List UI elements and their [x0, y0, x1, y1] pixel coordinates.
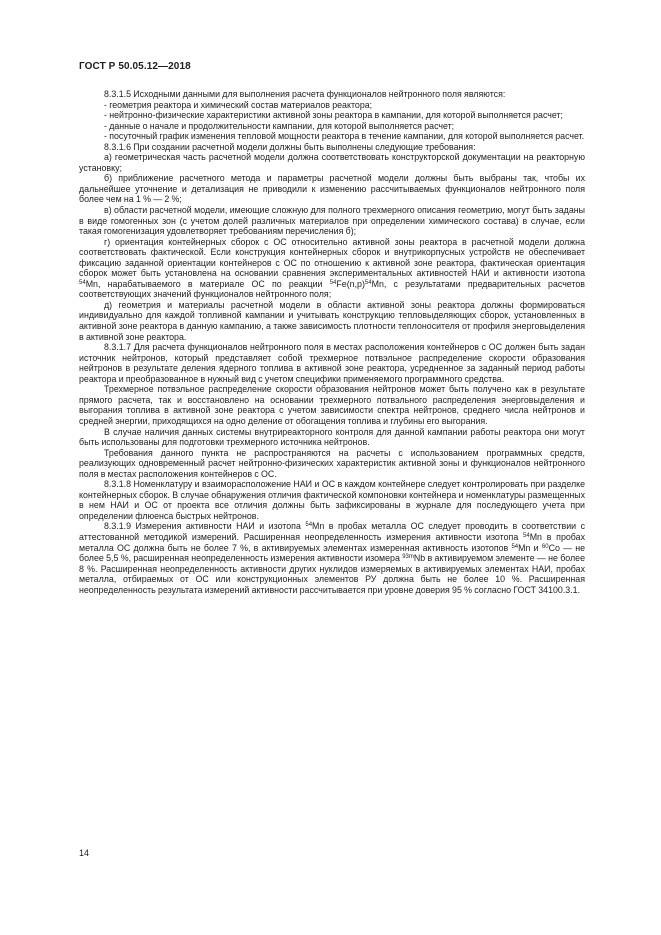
page-number: 14 [79, 848, 90, 858]
paragraph: 8.3.1.9 Измерения активности НАИ и изотопа $^{54}$Mn в пробах металла ОС следует проводить в соответствии с аттестованной методикой измерений. Расширенная неопределенность измерения активности изотопа $^{54}$Mn в пробах металла ОС должна быть не более 7 %, в активируемых элементах измеренная активность изотопов $^{54}$Mn и $^{60}$Co — не более 5,5 %, расширенная неопределенность измерения активности изомера $^{93m}$Nb в активируемом элементе — не более 8 %. Расширенная неопределенность активности других нуклидов измеряемых в активируемых элементах НАИ, пробах металла, отбираемых от ОС или конструкционных элементов РУ должна быть не более 10 %. Расширенная неопределенность результата измерений активности рассчитывается при уровне доверия 95 % согласно ГОСТ 34100.3.1. [79, 521, 586, 595]
paragraph: г) ориентация контейнерных сборок с ОС относительно активной зоны реактора в расчетной модели должна соответствовать фактической. Если конструкция контейнерных сборок и внутрикорпусных устройств не обеспечивает фиксацию заданной ориентации контейнеров с ОС по отношению к активной зоне реактора, фактическая ориентация сборок может быть установлена на основании сравнения экспериментальных активностей НАИ и активности изотопа $^{54}$Mn, нарабатываемого в материале ОС по реакции $^{54}Fe(n,p)^{54}Mn$, с результатами предварительных расчетов соответствующих значений функционалов нейтронного поля; [79, 236, 585, 300]
isotope-superscript: 54 [511, 543, 519, 550]
paragraph: В случае наличия данных системы внутриреакторного контроля для данной кампании работы реактора они могут быть использованы для подготовки трехмерного источника нейтронов. [79, 426, 585, 448]
paragraph: 8.3.1.7 Для расчета функционалов нейтронного поля в местах расположения контейнеров с ОС должен быть задан источник нейтронов, который представляет собой трехмерное потвэльное распределение скорости образования нейтронов в результате деления ядерного топлива в активной зоне реактора, усредненное за заданный период работы реактора и преобразованное в нужный вид с учетом специфики применяемого программного средства. [79, 342, 585, 384]
isotope-superscript: 54 [364, 279, 372, 286]
paragraph: - геометрия реактора и химический состав материалов реактора; [104, 99, 373, 110]
paragraph: в) области расчетной модели, имеющие сложную для полного трехмерного описания геометрию, могут быть заданы в виде гомогенных зон (с учетом долей различных материалов при определении химического состава) в случае, если такая гомогенизация удовлетворяет требованиям перечисления б); [79, 205, 585, 237]
paragraph: д) геометрия и материалы расчетной модели в области активной зоны реактора должны формироваться индивидуально для каждой топливной кампании и учитывать конструкцию тепловыделяющих сборок, установленных в активной зоне реактора в данную кампанию, а также зависимость плотности теплоносителя от профиля энерговыделения в активной зоне реактора. [79, 299, 585, 342]
isotope-superscript: 54 [523, 532, 530, 539]
paragraph: - посуточный график изменения тепловой мощности реактора в течение кампании, для которой выполняется расчет. [104, 131, 585, 142]
isotope-superscript: 93m [402, 554, 414, 561]
paragraph: Трехмерное потвэльное распределение скорости образования нейтронов может быть получено как в результате прямого расчета, так и восстановлено на основании трехмерного потвэльного распределения энерговыделения и выгорания топлива в активной зоне реактора с учетом зависимости спектра нейтронов, среднего числа нейтронов и средней энергии, приходящихся на одно деление от обогащения топлива и глубины его выгорания. [79, 384, 585, 426]
paragraph: 8.3.1.6 При создании расчетной модели должны быть выполнены следующие требования: [104, 141, 476, 152]
isotope-superscript: 54 [305, 522, 313, 529]
standard-header: ГОСТ Р 50.05.12—2018 [79, 61, 191, 72]
paragraph: 8.3.1.5 Исходными данными для выполнения расчета функционалов нейтронного поля являются: [104, 89, 506, 99]
isotope-superscript: 60 [541, 543, 549, 550]
paragraph: б) приближение расчетного метода и параметры расчетной модели должны быть выбраны так, чтобы их дальнейшее уточнение и детализация не приводили к изменению рассчитываемых функционалов нейтронного поля более чем на 1 % — 2 %; [79, 173, 585, 205]
isotope-superscript: 54 [329, 279, 337, 286]
paragraph: а) геометрическая часть расчетной модели должна соответствовать конструкторской документации на реакторную установку; [79, 152, 585, 173]
paragraph: - нейтронно-физические характеристики активной зоны реактора в кампании, для которой выполняется расчет; [104, 110, 564, 121]
paragraph: Требования данного пункта не распространяются на расчеты с использованием программных средств, реализующих одновременный расчет нейтронно-физических характеристик активной зоны и функционалов нейтронного поля в местах расположения контейнеров с ОС. [79, 447, 585, 479]
document-body [79, 89, 585, 595]
paragraph: 8.3.1.8 Номенклатуру и взаиморасположение НАИ и ОС в каждом контейнере следует контролировать при разделке контейнерных сборок. В случае обнаружения отличия фактической компоновки контейнера и номенклатуры размещенных в нем НАИ и ОС от проекта все отличия должны быть зафиксированы в журнале для последующего учета при определении флюенса быстрых нейтронов. [79, 479, 585, 521]
isotope-superscript: 54 [79, 279, 86, 286]
paragraph: - данные о начале и продолжительности кампании, для которой выполняется расчет; [104, 120, 455, 131]
